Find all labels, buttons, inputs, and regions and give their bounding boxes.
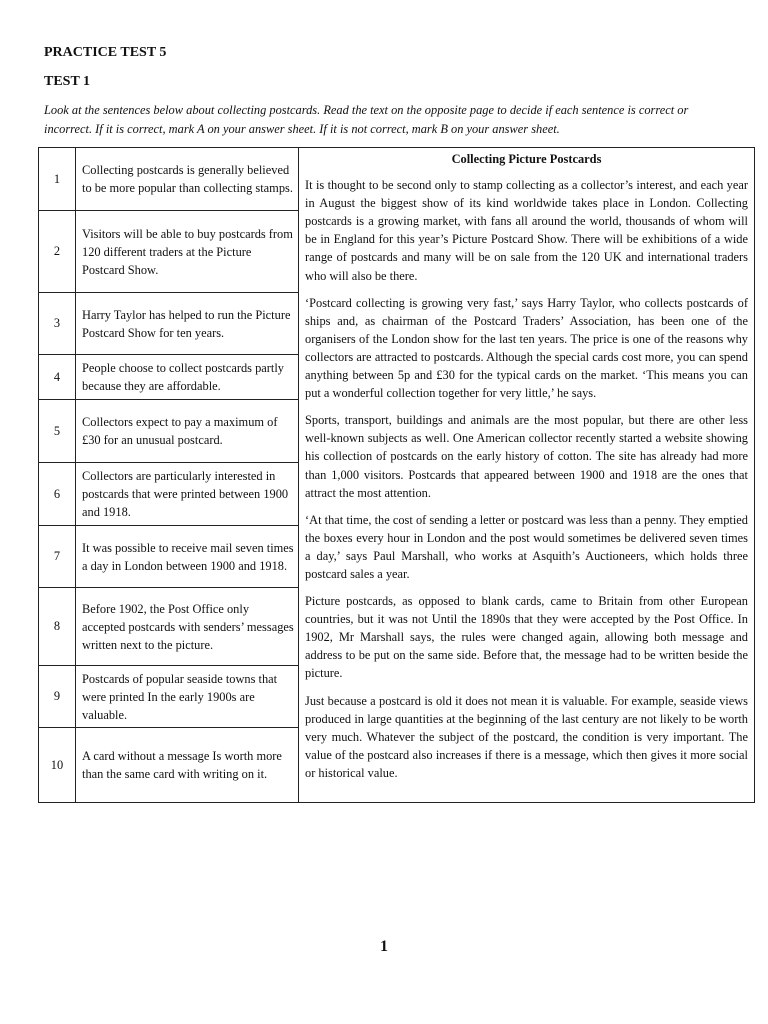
- passage-paragraph: ‘At that time, the cost of sending a letter or postcard was less than a penny. They emptied the boxes every hour in London and the post would sometimes be delivered seven times a day,’ says Paul Marshall, who works at Asquith’s Auctioneers, which holds three postcard sales a year.: [305, 512, 748, 581]
- passage-paragraph: It is thought to be second only to stamp collecting as a collector’s interest, and each year in August the biggest show of its kind worldwide takes place in London. Collecting postcards is a growing market, with fans all around the world, thousands of whom will be in England for this year’s Picture Postcard Show. There will be exhibitions of a wide range of postcards and many will be on sale from the 120 UK and international traders who will also be there.: [305, 178, 748, 283]
- question-number: 4: [39, 355, 76, 400]
- question-table: [38, 147, 755, 803]
- instructions: Look at the sentences below about collecting postcards. Read the text on the opposite page to decide if each sentence is correct or incorrect. If it is correct, mark A on your answer sheet. If it is not correct, mark B on your answer sheet.: [44, 103, 689, 136]
- passage-paragraph: Sports, transport, buildings and animals are the most popular, but there are other less well-known subjects as well. One American collector recently started a website showing his collection of postcards on the early history of cotton. The site has already had more than 1,000 visitors. Postcards that appeared between 1900 and 1918 are the ones that attract the most attention.: [305, 413, 748, 500]
- question-number: 8: [39, 588, 76, 666]
- question-statement: Collectors expect to pay a maximum of £30 for an unusual postcard.: [76, 400, 299, 463]
- question-number: 6: [39, 463, 76, 526]
- table-row: [39, 148, 755, 211]
- question-number: 3: [39, 293, 76, 355]
- question-statement: Collecting postcards is generally believed to be more popular than collecting stamps.: [76, 148, 299, 211]
- question-statement: Visitors will be able to buy postcards from 120 different traders at the Picture Postcard Show.: [76, 211, 299, 293]
- passage-paragraph: Picture postcards, as opposed to blank cards, came to Britain from other European countries, but it was not Until the 1890s that they were accepted by the Post Office. In 1902, Mr Marshall says, the rules were changed again, allowing both message and address to be put on the same side. Before that, the message had to be written beside the picture.: [305, 594, 748, 681]
- question-number: 10: [39, 728, 76, 803]
- question-statement: Postcards of popular seaside towns that were printed In the early 1900s are valuable.: [76, 666, 299, 728]
- question-number: 1: [39, 148, 76, 211]
- question-number: 5: [39, 400, 76, 463]
- test-heading: TEST 1: [44, 74, 91, 89]
- question-statement: People choose to collect postcards partly because they are affordable.: [76, 355, 299, 400]
- question-statement: Before 1902, the Post Office only accepted postcards with senders’ messages written next to the picture.: [76, 588, 299, 666]
- passage-title: Collecting Picture Postcards: [451, 152, 602, 166]
- question-number: 2: [39, 211, 76, 293]
- passage-paragraph: Just because a postcard is old it does not mean it is valuable. For example, seaside views produced in large quantities at the beginning of the last century are not likely to be worth very much. Whatever the subject of the postcard, the condition is very important. The value of the postcard also increases if there is a message, which then gives it more social or historical value.: [305, 693, 748, 780]
- question-statement: Harry Taylor has helped to run the Picture Postcard Show for ten years.: [76, 293, 299, 355]
- question-statement: Collectors are particularly interested in postcards that were printed between 1900 and 1918.: [76, 463, 299, 526]
- question-statement: It was possible to receive mail seven times a day in London between 1900 and 1918.: [76, 526, 299, 588]
- question-number: 7: [39, 526, 76, 588]
- passage: [299, 148, 755, 803]
- passage-paragraph: ‘Postcard collecting is growing very fast,’ says Harry Taylor, who collects postcards of ships and, as chairman of the Postcard Traders’ Association, has been one of the organisers of the London show for the last ten years. The price is one of the reasons why collectors are attracted to postcards. Although the special cards cost more, you can spend anything between 5p and £30 for the typical cards on the market. ‘This means you can put a wonderful collection together for very little,’ he says.: [305, 295, 748, 401]
- question-number: 9: [39, 666, 76, 728]
- question-statement: A card without a message Is worth more than the same card with writing on it.: [76, 728, 299, 803]
- page-title: PRACTICE TEST 5: [44, 45, 167, 60]
- page-number: 1: [380, 938, 388, 955]
